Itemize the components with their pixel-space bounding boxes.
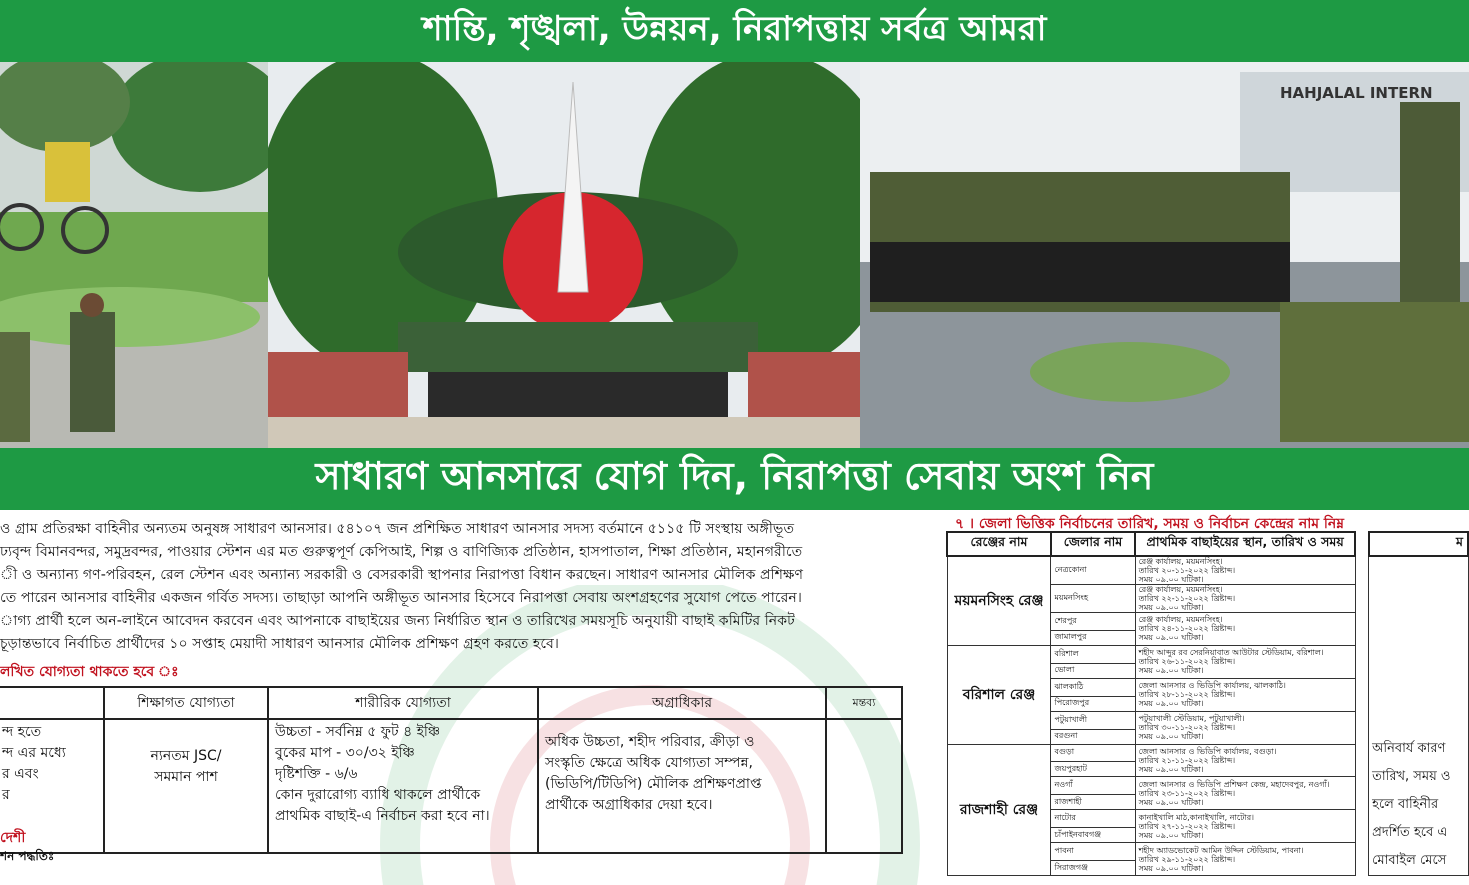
photo-monument-parade (268, 62, 880, 448)
section7-title: ৭ । জেলা ভিত্তিক নির্বাচনের তারিখ, সময় ও নির্বাচন কেন্দ্রের নাম নিম্ন (955, 516, 1345, 532)
district-cell: শেরপুর (1051, 613, 1135, 631)
priority-cell (538, 719, 826, 853)
district-cell: চাঁপাইনবাবগঞ্জ (1051, 828, 1135, 843)
time-line: সময় ০৯.০০ ঘটিকা। (1138, 764, 1204, 774)
district-cell: ভোলা (1051, 663, 1135, 678)
place-line: শহীদ অ্যাডভোকেট আমিন উদ্দিন স্টেডিয়াম, পাবনা। (1138, 845, 1304, 855)
selection-place-cell (1135, 711, 1355, 744)
date-line: তারিখ ২০-১১-২০২২ খ্রিষ্টাব্দ। (1138, 566, 1236, 575)
district-cell: পটুয়াখালী (1051, 711, 1135, 729)
physical-line: প্রাথমিক বাছাই-এ নির্বাচন করা হবে না। (275, 808, 490, 824)
selection-place-cell (1135, 777, 1355, 810)
selection-place-cell (1135, 843, 1355, 876)
application-method-heading: শন পদ্ধতিঃ (0, 849, 55, 863)
qualification-row (0, 719, 902, 853)
priority-line: সংস্কৃতি ক্ষেত্রে অধিক যোগ্যতা সম্পন্ন, (545, 755, 753, 771)
date-line: তারিখ ২৬-১১-২০২২ খ্রিষ্টাব্দ। (1138, 657, 1236, 667)
photo-guard-parade (860, 62, 1469, 448)
schedule-row (947, 556, 1468, 585)
priority-line: প্রার্থীকে অগ্রাধিকার দেয়া হবে। (545, 797, 713, 813)
intro-paragraph (0, 518, 925, 656)
education-cell (104, 719, 268, 853)
date-line: তারিখ ২৯-১১-২০২২ খ্রিষ্টাব্দ। (1138, 854, 1236, 864)
district-cell: বরিশাল (1051, 645, 1135, 663)
education-line: ন্যনতম JSC/ (150, 748, 222, 764)
selection-place-cell (1135, 810, 1355, 843)
district-cell: রাজশাহী (1051, 795, 1135, 810)
header-remarks-partial: ম (1369, 532, 1468, 556)
priority-line: অধিক উচ্চতা, শহীদ পরিবার, ক্রীড়া ও (545, 734, 755, 750)
selection-place-cell (1135, 613, 1355, 646)
intro-line: চূড়ান্তভাবে নির্বাচিত প্রার্থীদের ১০ সপ্তাহ মেয়াদী সাধারণ আনসার মৌলিক প্রশিক্ষণ গ্রহণ করতে হবে। (0, 636, 560, 652)
qualification-header-row (0, 687, 902, 719)
time-line: সময় ০৯.০০ ঘটিকা। (1138, 699, 1204, 709)
side-note-line: তারিখ, সময় ও (1372, 769, 1451, 784)
selection-place-cell (1135, 585, 1355, 613)
district-cell: বরগুনা (1051, 729, 1135, 744)
place-line: কানাইখালি মাঠ,কানাইখালি, নাটোর। (1138, 812, 1255, 822)
priority-line: (ভিডিপি/টিডিপি) মৌলিক প্রশিক্ষণপ্রাপ্ত (545, 776, 762, 792)
physical-line: দৃষ্টিশক্তি - ৬/৬ (275, 766, 358, 782)
date-line: তারিখ ২৭-১১-২০২২ খ্রিষ্টাব্দ। (1138, 821, 1236, 831)
time-line: সময় ০৯.০০ ঘটিকা। (1138, 603, 1204, 612)
date-line: তারিখ ৩০-১১-২০২২ খ্রিষ্টাব্দ। (1138, 723, 1236, 733)
header-selection-place: প্রাথমিক বাছাইয়ের স্থান, তারিখ ও সময় (1135, 532, 1355, 556)
range-mymensingh: ময়মনসিংহ রেঞ্জ (947, 556, 1051, 645)
district-cell: নওগাঁ (1051, 777, 1135, 795)
place-line: জেলা আনসার ও ভিডিপি কার্যালয়, ঝালকাঠি। (1138, 681, 1286, 691)
physical-line: বুকের মাপ - ৩০/৩২ ইঞ্চি (275, 745, 415, 761)
date-line: তারিখ ২৩-১১-২০২২ খ্রিষ্টাব্দ। (1138, 788, 1236, 798)
intro-line: তে পারেন আনসার বাহিনীর একজন গর্বিত সদস্য। তাছাড়া আপনি অঙ্গীভূত আনসার হিসেবে নিরাপত্তা সেবায় অংশগ্রহণের সুযোগ পেতে পারেন। (0, 590, 802, 606)
district-cell: জামালপুর (1051, 630, 1135, 645)
side-note-line: অনিবার্য কারণ (1372, 741, 1446, 756)
date-line: তারিখ ২২-১১-২০২২ খ্রিষ্টাব্দ। (1138, 594, 1236, 603)
date-line: তারিখ ২১-১১-২০২২ খ্রিষ্টাব্দ। (1138, 755, 1236, 765)
date-line: তারিখ ২৮-১১-২০২২ খ্রিষ্টাব্দ। (1138, 690, 1236, 700)
header-education: শিক্ষাগত যোগ্যতা (104, 687, 268, 719)
column-gap (1355, 556, 1368, 876)
join-ansar-banner: সাধারণ আনসারে যোগ দিন, নিরাপত্তা সেবায় অংশ নিন (0, 448, 1469, 510)
time-line: সময় ০৯.০০ ঘটিকা। (1138, 732, 1204, 742)
selection-place-cell (1135, 645, 1355, 678)
intro-line: াগ্য প্রার্থী হলে অন-লাইনে আবেদন করবেন এবং আপনাকে বাছাইয়ের জন্য নির্ধারিত স্থান ও তারিখের সময়সূচি অনুযায়ী বাছাই কমিটির নিকট (0, 613, 795, 629)
district-cell: সিরাজগঞ্জ (1051, 861, 1135, 876)
top-slogan-banner: শান্তি, শৃঙ্খলা, উন্নয়ন, নিরাপত্তায় সর্বত্র আমরা (0, 0, 1469, 62)
physical-line: কোন দুরারোগ্য ব্যাধি থাকলে প্রার্থীকে (275, 787, 481, 803)
schedule-header-row (947, 532, 1468, 556)
district-cell: পিরোজপুর (1051, 696, 1135, 711)
range-barishal: বরিশাল রেঞ্জ (947, 645, 1051, 744)
age-line: ন্দ হতে (2, 724, 42, 740)
range-rajshahi: রাজশাহী রেঞ্জ (947, 744, 1051, 876)
header-range: রেঞ্জের নাম (947, 532, 1051, 556)
date-line: তারিখ ২৪-১১-২০২২ খ্রিষ্টাব্দ। (1138, 624, 1236, 634)
header-priority: অগ্রাধিকার (538, 687, 826, 719)
airport-sign-text: HAHJALAL INTERN (1280, 84, 1433, 102)
side-note-line: প্রদর্শিত হবে এ (1372, 825, 1448, 840)
time-line: সময় ০৯.০০ ঘটিকা। (1138, 797, 1204, 807)
time-line: সময় ০৯.০০ ঘটিকা। (1138, 830, 1204, 840)
district-cell: নেত্রকোনা (1051, 556, 1135, 585)
header-remarks: মন্তব্য (826, 687, 902, 719)
intro-line: ও গ্রাম প্রতিরক্ষা বাহিনীর অন্যতম অনুষঙ্গ সাধারণ আনসার। ৫৪১০৭ জন প্রশিক্ষিত সাধারণ আনসার সদস্য বর্তমানে ৫১১৫ টি সংস্থায় অঙ্গীভূত (0, 521, 795, 537)
side-note-line: মোবাইল মেসে (1372, 853, 1447, 868)
section-heading-partial: দেশী (0, 830, 26, 846)
place-line: পটুয়াখালী স্টেডিয়াম, পটুয়াখালী। (1138, 714, 1245, 724)
district-cell: পাবনা (1051, 843, 1135, 861)
qualification-heading: লখিত যোগ্যতা থাকতে হবে ঃ (0, 664, 179, 680)
header-physical: শারীরিক যোগ্যতা (268, 687, 538, 719)
intro-line: ী ও অন্যান্য গণ-পরিবহন, রেল স্টেশন এবং অন্যান্য সরকারী ও বেসরকারী স্থাপনার নিরাপত্তা বিধান করছেন। সাধারণ আনসার মৌলিক প্রশিক্ষণ (0, 567, 804, 583)
selection-place-cell (1135, 744, 1355, 777)
place-line: রেঞ্জ কার্যালয়, ময়মনসিংহ। (1138, 615, 1223, 625)
place-line: রেঞ্জ কার্যালয়, ময়মনসিংহ। (1138, 557, 1223, 566)
selection-place-cell (1135, 556, 1355, 585)
photo-street-scene (0, 62, 280, 448)
qualification-table (0, 686, 903, 854)
side-note-cell (1369, 556, 1468, 876)
district-cell: ময়মনসিংহ (1051, 585, 1135, 613)
place-line: শহীদ আব্দুর রব সেরনিয়াবাত আউটার স্টেডিয়াম, বরিশাল। (1138, 648, 1324, 658)
intro-line: ঢ্যবৃন্দ বিমানবন্দর, সমুদ্রবন্দর, পাওয়ার স্টেশন এর মত গুরুত্বপূর্ণ কেপিআই, শিল্প ও বাণিজ্যিক প্রতিষ্ঠান, হাসপাতাল, শিক্ষা প্রতিষ্ঠান, মহানগরীতে (0, 544, 803, 560)
time-line: সময় ০৯.০০ ঘটিকা। (1138, 666, 1204, 676)
district-cell: ঝালকাঠি (1051, 678, 1135, 696)
time-line: সময় ০৯.০০ ঘটিকা। (1138, 633, 1204, 643)
side-note-line: হলে বাহিনীর (1372, 797, 1439, 812)
physical-cell (268, 719, 538, 853)
age-line: র (2, 787, 10, 803)
district-cell: নাটোর (1051, 810, 1135, 828)
age-line: ন্দ এর মধ্যে (2, 745, 66, 761)
place-line: জেলা আনসার ও ভিডিপি কার্যালয়, বগুড়া। (1138, 746, 1277, 756)
time-line: সময় ০৯.০০ ঘটিকা। (1138, 575, 1204, 584)
district-cell: জয়পুরহাট (1051, 762, 1135, 777)
header-age (0, 687, 104, 719)
physical-line: উচ্চতা - সর্বনিম্ন ৫ ফুট ৪ ইঞ্চি (275, 724, 441, 740)
district-cell: বগুড়া (1051, 744, 1135, 762)
age-line: র এবং (2, 766, 39, 782)
education-line: সমমান পাশ (154, 769, 218, 785)
selection-schedule-table (946, 531, 1469, 876)
place-line: জেলা আনসার ও ভিডিপি প্রশিক্ষণ কেন্দ্র, মহাদেবপুর, নওগাঁ। (1138, 779, 1330, 789)
column-gap (1355, 532, 1368, 556)
time-line: সময় ০৯.০০ ঘটিকা। (1138, 863, 1204, 873)
header-district: জেলার নাম (1051, 532, 1135, 556)
place-line: রেঞ্জ কার্যালয়, ময়মনসিংহ। (1138, 585, 1223, 594)
remarks-cell (826, 719, 902, 853)
selection-place-cell (1135, 678, 1355, 711)
